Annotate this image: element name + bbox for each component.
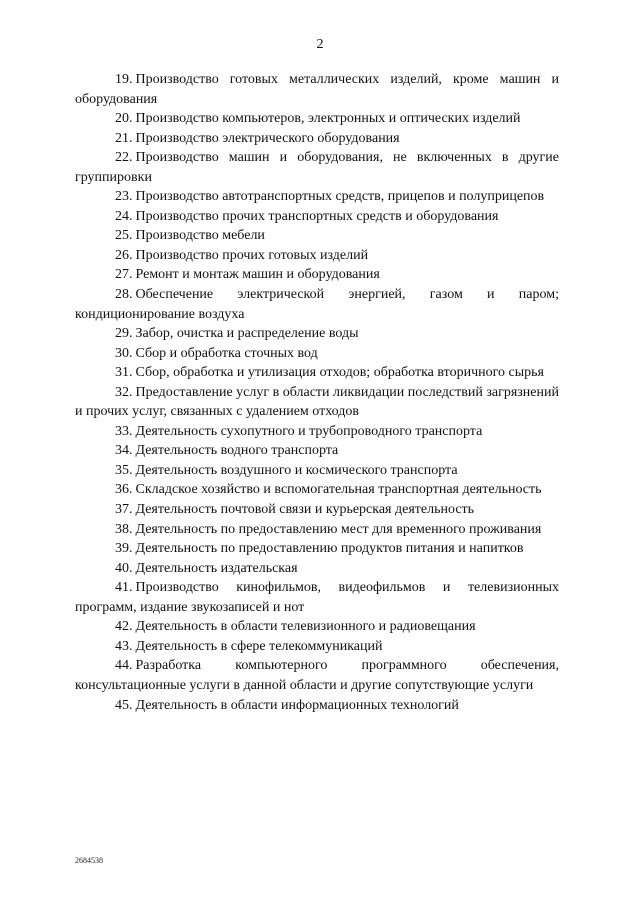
list-item-number: 41. [115,580,133,596]
list-item-number: 33. [115,423,133,439]
list-item-number: 23. [115,189,133,205]
list-item-text: Разработка компьютерного программного обеспечения, консультационные услуги в данной области и другие сопутствующие услуги [75,658,559,693]
list-item-number: 38. [115,521,133,537]
list-item-text: Сбор, обработка и утилизация отходов; обработка вторичного сырья [135,365,544,381]
list-item [75,578,559,617]
list-item-text: Производство электрического оборудования [135,130,400,146]
list-item-text: Складское хозяйство и вспомогательная транспортная деятельность [135,482,542,498]
list-item-text: Сбор и обработка сточных вод [135,345,318,361]
list-item [75,383,559,422]
list-item [75,696,559,716]
list-item-text: Забор, очистка и распределение воды [135,326,359,342]
list-item-number: 32. [115,384,133,400]
list-item-number: 45. [115,697,133,713]
list-item-number: 34. [115,443,133,459]
list-item-number: 43. [115,638,133,654]
activity-list [75,70,559,715]
list-item-text: Производство компьютеров, электронных и оптических изделий [135,111,521,127]
list-item [75,559,559,579]
list-item [75,344,559,364]
page-number: 2 [316,37,324,52]
list-item-number: 36. [115,482,133,498]
list-item-number: 44. [115,658,133,674]
list-item-number: 24. [115,208,133,224]
list-item [75,70,559,109]
list-item-text: Производство машин и оборудования, не включенных в другие группировки [75,150,559,185]
list-item-number: 27. [115,267,133,283]
list-item-number: 28. [115,287,133,303]
list-item-text: Предоставление услуг в области ликвидации последствий загрязнений и прочих услуг, связанных с удалением отходов [75,384,559,420]
list-item-text: Деятельность по предоставлению продуктов питания и напитков [135,541,524,557]
list-item-number: 39. [115,541,133,557]
list-item-number: 30. [115,345,133,361]
list-item-text: Деятельность воздушного и космического транспорта [135,462,458,478]
list-item [75,324,559,344]
list-item [75,246,559,266]
list-item-text: Производство готовых металлических изделий, кроме машин и оборудования [75,72,559,107]
list-item-number: 37. [115,502,133,518]
list-item-text: Деятельность в области телевизионного и радиовещания [135,619,476,635]
list-item-text: Деятельность сухопутного и трубопроводного транспорта [135,423,483,439]
list-item-text: Деятельность издательская [135,560,298,576]
list-item-number: 25. [115,228,133,244]
list-item [75,265,559,285]
list-item-number: 40. [115,560,133,576]
list-item [75,363,559,383]
list-item [75,500,559,520]
list-item-text: Деятельность водного транспорта [135,443,339,459]
list-item-number: 19. [115,72,133,87]
list-item [75,637,559,657]
list-item [75,285,559,324]
list-item [75,129,559,149]
list-item [75,226,559,246]
list-item [75,617,559,637]
list-item [75,109,559,129]
list-item [75,480,559,500]
list-item-number: 29. [115,326,133,342]
list-item [75,520,559,540]
list-item-number: 42. [115,619,133,635]
list-item [75,187,559,207]
list-item-text: Деятельность по предоставлению мест для временного проживания [135,521,542,537]
footer-code: 2684538 [75,856,103,865]
list-item-text: Производство кинофильмов, видеофильмов и телевизионных программ, издание звукозаписей и нот [75,580,559,615]
list-item-number: 22. [115,150,133,166]
list-item [75,539,559,559]
list-item [75,207,559,227]
list-item [75,656,559,695]
list-item-text: Деятельность почтовой связи и курьерская деятельность [135,502,475,518]
list-item-number: 35. [115,462,133,478]
list-item-text: Производство мебели [135,228,265,244]
list-item [75,148,559,187]
list-item-number: 20. [115,111,133,127]
list-item [75,422,559,442]
list-item [75,461,559,481]
list-item-text: Обеспечение электрической энергией, газом и паром; кондиционирование воздуха [75,287,559,322]
list-item-text: Деятельность в сфере телекоммуникаций [135,638,383,654]
list-item-text: Деятельность в области информационных технологий [135,697,459,713]
list-item [75,441,559,461]
list-item-text: Ремонт и монтаж машин и оборудования [135,267,380,283]
list-item-number: 21. [115,130,133,146]
list-item-text: Производство прочих готовых изделий [135,247,369,263]
list-item-text: Производство прочих транспортных средств и оборудования [135,208,499,224]
list-item-text: Производство автотранспортных средств, прицепов и полуприцепов [135,189,545,205]
list-item-number: 26. [115,247,133,263]
list-item-number: 31. [115,365,133,381]
